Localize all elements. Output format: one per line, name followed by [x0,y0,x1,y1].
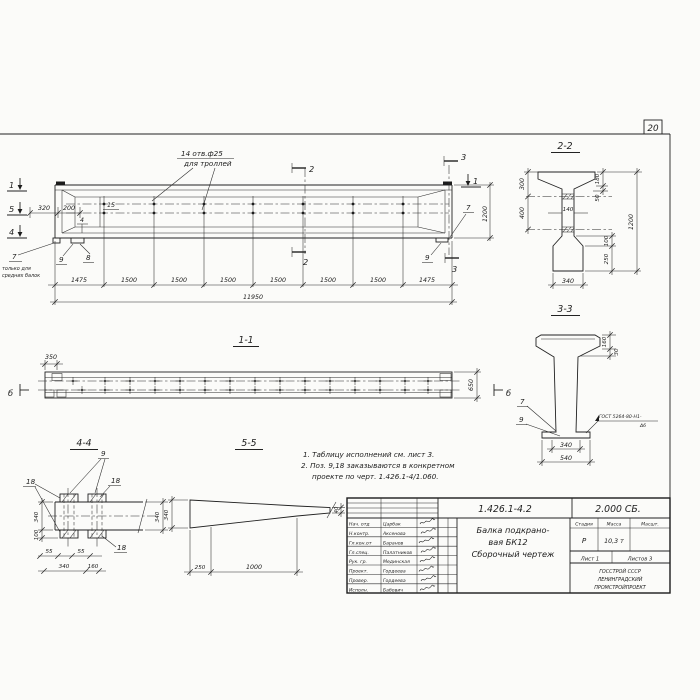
dim-50: 50 [595,194,601,202]
dim-340-right: 340 [155,511,161,523]
staff-role-3: Гл.спец. [349,550,369,556]
marker-b-right-label: б [506,388,512,398]
section-markers-left [7,178,27,238]
section-3-3 [516,304,658,466]
holes-note-line1: 14 отв.ф25 [181,149,223,158]
dim-160: 160 [602,336,608,348]
callout-9-sec33: 9 [519,415,524,424]
mass-header: Масса [606,522,622,528]
sheets-label: Листов 3 [627,556,653,563]
doc-title-line2: вая БК12 [488,537,528,547]
doc-code: 2.000 СБ. [595,504,641,515]
dim-340-sec33: 340 [559,442,573,449]
dim-250: 250 [604,253,610,265]
callout-8: 8 [86,253,91,262]
view-marker-b-right [494,384,511,398]
marker-4-label: 4 [9,227,15,237]
dim-55-a: 55 [45,549,53,555]
dim-340-sec55: 340 [164,509,170,521]
dim-340-left: 340 [34,511,40,523]
dim-320: 320 [37,205,51,212]
bearing-tab-right [436,238,448,242]
section-3-3-dims-bottom [537,440,595,466]
marker-3-bottom-label: 3 [452,264,458,274]
org-line-3: ПРОМСТРОЙПРОЕКТ [594,585,646,591]
document-title [472,525,555,559]
marker-2-top-label: 2 [309,164,315,174]
revision-table [347,498,438,518]
main-elevation-view [2,149,494,305]
dim-340: 340 [561,278,575,285]
staff-role-2: Гл.кон.от [349,541,372,547]
dim-250: 250 [194,565,206,571]
org-line-1: ГОССТРОЙ СССР [599,569,641,575]
marker-1-label: 1 [9,180,15,190]
weld-note-line2: Δ6 [640,424,647,429]
dim-4: 4 [80,217,85,224]
staff-name-2: Баранов [383,541,404,547]
seg-dim-0: 1475 [70,277,88,284]
section-4-4-outline [48,488,156,548]
weld-note [586,414,658,433]
callout-7-sec33: 7 [520,397,525,406]
dim-400: 400 [519,206,526,220]
dim-100: 100 [604,235,610,247]
seg-dim-5: 1500 [319,277,337,284]
view-marker-b-left [8,384,29,398]
signatures [419,519,436,591]
dim-1200: 1200 [482,205,489,223]
section-2-2-dims-left [519,168,538,234]
callout-9-right: 9 [425,253,430,262]
section-5-5-outline [190,500,330,528]
section-1-1-outline [38,372,460,398]
seg-dim-1: 1500 [120,277,138,284]
left-end-dims [27,202,119,233]
staff-role-5: Проект. [349,569,368,575]
dim-340-bottom: 340 [58,564,70,570]
seg-dim-6: 1500 [369,277,387,284]
marker-2-bottom-label: 2 [303,257,309,267]
staff-table [347,518,457,593]
doc-title-line1: Балка подкрано- [476,525,550,535]
bearing-tab-left-1 [53,238,60,243]
sheet-label: Лист 1 [580,556,600,563]
dim-300: 300 [519,177,526,191]
org-line-2: ЛЕНИНГРАДСКИЙ [597,577,643,583]
holes-note-line2: для троллей [184,159,232,168]
note-line-1: 1. Таблицу исполнений см. лист 3. [303,450,435,459]
sheet-number: 20 [647,124,659,134]
dim-15: 15 [106,202,116,209]
trolley-holes [66,196,449,287]
dim-100: 100 [34,529,40,541]
section-2-2-hatch [562,194,574,232]
dim-200: 200 [62,205,76,212]
section-3-3-profile [536,335,600,438]
section-1-1 [8,335,511,402]
section-1-1-title: 1-1 [238,335,254,346]
holes-annotation [152,149,234,210]
staff-name-4: Мединская [383,560,410,566]
stage-header: Стадия [575,522,593,528]
weld-note-line1: ГОСТ 5264-80-Н1- [599,415,642,420]
dim-650: 650 [468,378,475,392]
staff-role-1: Н.контр. [349,532,370,537]
dim-30: 30 [614,348,620,356]
dim-160: 160 [87,564,99,570]
callout-7-note1: только для [2,266,31,272]
section-4-4-dims [34,498,168,574]
dim-350: 350 [44,354,58,361]
title-block [347,498,670,593]
staff-role-4: Рук. гр. [349,560,367,566]
section-2-2-dims-right [576,168,642,275]
section-3-3-callouts [516,397,560,436]
marker-5-label: 5 [9,204,15,214]
staff-name-6: Гордеева [383,579,406,584]
seg-dim-3: 1500 [219,277,237,284]
section-2-2 [519,141,642,289]
dim-40: 40 [334,506,340,514]
callout-7-right: 7 [466,203,471,212]
section-1-1-dims [40,354,481,402]
dim-55-b: 55 [77,549,85,555]
sheet-frame [0,120,670,593]
marker-3-top-label: 3 [461,152,467,162]
staff-role-7: Исполн. [349,588,369,594]
callout-18-bottom: 18 [117,543,127,552]
callout-9-sec44: 9 [101,449,106,458]
callout-18-left: 18 [26,477,36,486]
section-3-3-title: 3-3 [557,304,573,315]
callout-7: 7 [12,252,17,261]
height-dim-1200 [454,182,494,241]
section-2-2-dim-bottom [548,273,588,289]
dim-total: 11950 [242,294,264,301]
mass-value: 10,3 т [604,538,624,545]
seg-dim-4: 1500 [269,277,287,284]
callouts-left [2,243,94,279]
section-1-1-hole-marks [69,377,433,394]
staff-name-3: Палатников [383,550,412,556]
note-line-2: 2. Поз. 9,18 заказываются в конкретном [301,461,455,470]
staff-name-0: Царбак [383,522,401,528]
section-5-5-dims [164,496,345,576]
stage-mass-scale [570,518,670,593]
dim-1200-sec: 1200 [628,213,635,231]
section-2-2-title: 2-2 [557,141,573,152]
dim-540: 540 [559,455,573,462]
doc-number: 1.426.1-4.2 [478,504,532,515]
staff-role-0: Нач. отд [349,522,370,528]
dim-140: 140 [562,207,574,213]
section-4-4-title: 4-4 [76,438,92,449]
section-4-4 [23,438,168,574]
staff-name-1: Аксенова [383,532,406,537]
dim-1000: 1000 [245,564,263,571]
marker-b-left-label: б [8,388,14,398]
notes-block [301,450,455,481]
scale-header: Масшт. [641,522,659,528]
seg-dim-2: 1500 [170,277,188,284]
note-line-3: проекте по черт. 1.426.1-4/1.060. [312,472,439,481]
staff-name-5: Гордеева [383,569,406,575]
marker-1-right-label: 1 [473,176,479,186]
seg-dim-7: 1475 [418,277,436,284]
stage-value: Р [581,536,587,545]
staff-role-6: Провер. [349,579,369,584]
callout-7-note2: средних балок [2,273,41,279]
staff-name-7: Бабович [383,588,404,594]
bearing-tab-left-2 [71,238,84,243]
section-2-2-profile [538,172,595,271]
doc-title-line3: Сборочный чертеж [471,549,555,559]
callout-9: 9 [59,255,64,264]
dim-180: 180 [595,173,601,185]
callout-18-right: 18 [111,476,121,485]
section-2-2-dim-140 [548,207,588,213]
section-5-5-title: 5-5 [241,438,257,449]
